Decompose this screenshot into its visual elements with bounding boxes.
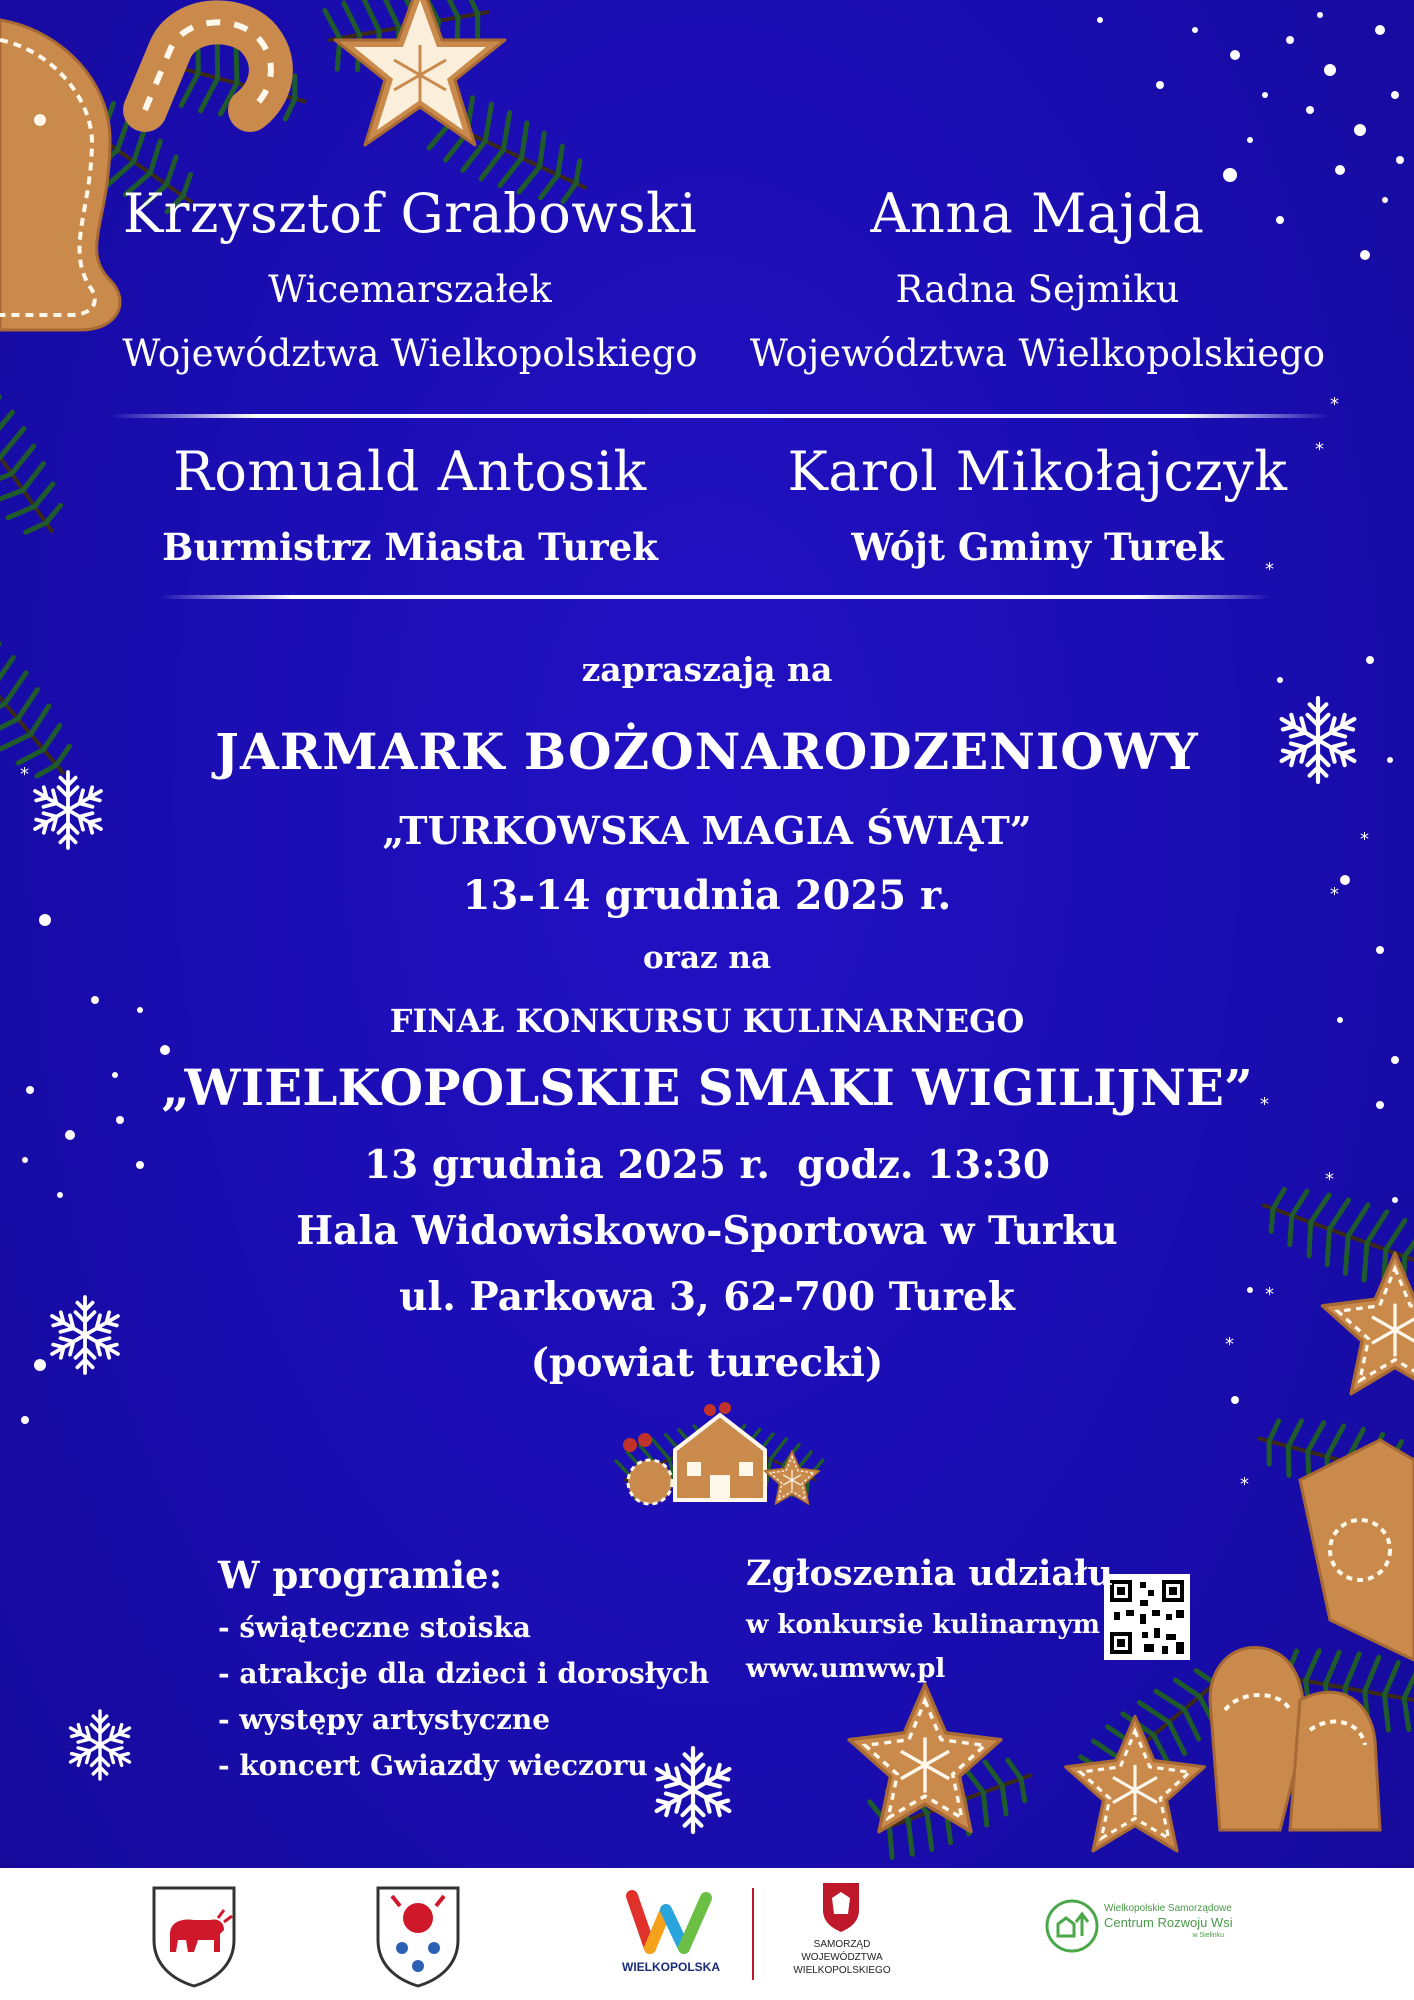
svg-text:*: * (1260, 1094, 1269, 1115)
qr-code (1104, 1574, 1190, 1660)
county: (powiat turecki) (530, 1340, 884, 1386)
svg-text:*: * (1325, 1169, 1334, 1190)
program-item: - koncert Gwiazdy wieczoru (218, 1749, 648, 1782)
fair-title: JARMARK BOŻONARODZENIOWY (215, 722, 1199, 781)
host-name-3: Romuald Antosik (173, 440, 647, 503)
host-name-4: Karol Mikołajczyk (787, 440, 1288, 503)
samorzad-logo-text: SAMORZĄD WOJEWÓDZTWA WIELKOPOLSKIEGO (793, 1939, 891, 1976)
svg-text:*: * (1265, 1284, 1274, 1305)
host-name-1: Krzysztof Grabowski (122, 182, 698, 245)
turek-commune-coat-of-arms (372, 1882, 464, 1988)
program-item: - atrakcje dla dzieci i dorosłych (218, 1657, 710, 1690)
svg-text:*: * (1330, 884, 1339, 905)
fair-subtitle: „TURKOWSKA MAGIA ŚWIĄT” (382, 808, 1032, 853)
contest-title: „WIELKOPOLSKIE SMAKI WIGILIJNE” (161, 1058, 1253, 1117)
address: ul. Parkowa 3, 62-700 Turek (399, 1274, 1015, 1320)
host-role-3: Burmistrz Miasta Turek (162, 525, 658, 569)
snowflake-icon (66, 1711, 133, 1779)
svg-text:*: * (1315, 439, 1324, 460)
svg-text:*: * (1330, 394, 1339, 415)
host-role-1-line1: Wicemarszałek (268, 268, 552, 311)
footer-logos (0, 1868, 1414, 2000)
svg-text:*: * (1265, 559, 1274, 580)
turek-city-coat-of-arms (148, 1882, 240, 1988)
host-role-4: Wójt Gminy Turek (851, 525, 1224, 569)
wielkopolska-logo-text: WIELKOPOLSKA (622, 1960, 720, 1974)
divider (110, 414, 1330, 418)
crw-logo-text: Wielkopolskie Samorządowe Centrum Rozwoju Wsi w Sielinku (1104, 1903, 1233, 1939)
contest-intro: FINAŁ KONKURSU KULINARNEGO (389, 1002, 1025, 1040)
divider (160, 595, 1270, 599)
svg-text:*: * (20, 764, 29, 785)
contest-datetime: 13 grudnia 2025 r. godz. 13:30 (364, 1142, 1050, 1188)
program-item: - świąteczne stoiska (218, 1611, 531, 1644)
host-role-1-line2: Województwa Wielkopolskiego (122, 332, 698, 375)
svg-text:*: * (1225, 1334, 1234, 1355)
host-name-2: Anna Majda (870, 182, 1205, 245)
snowflake-icon (651, 1748, 734, 1832)
registration-heading: Zgłoszenia udziału (746, 1553, 1113, 1594)
invite-text: zapraszają na (581, 650, 833, 689)
host-role-2-line2: Województwa Wielkopolskiego (749, 332, 1326, 375)
program-item: - występy artystyczne (218, 1703, 551, 1736)
registration-line: w konkursie kulinarnym (746, 1610, 1101, 1640)
gingerbread-house-ornament (614, 1402, 825, 1504)
venue: Hala Widowiskowo-Sportowa w Turku (296, 1208, 1118, 1254)
registration-url[interactable]: www.umww.pl (746, 1654, 946, 1684)
and-text: oraz na (642, 940, 772, 976)
svg-text:*: * (1240, 1474, 1249, 1495)
wielkopolska-region-shield (820, 1880, 862, 1934)
host-role-2-line1: Radna Sejmiku (895, 268, 1180, 311)
program-heading: W programie: (218, 1553, 503, 1597)
footer-separator (752, 1888, 754, 1980)
svg-text:*: * (1360, 829, 1369, 850)
crw-logo-icon (1044, 1898, 1100, 1954)
fair-dates: 13-14 grudnia 2025 r. (462, 872, 952, 919)
